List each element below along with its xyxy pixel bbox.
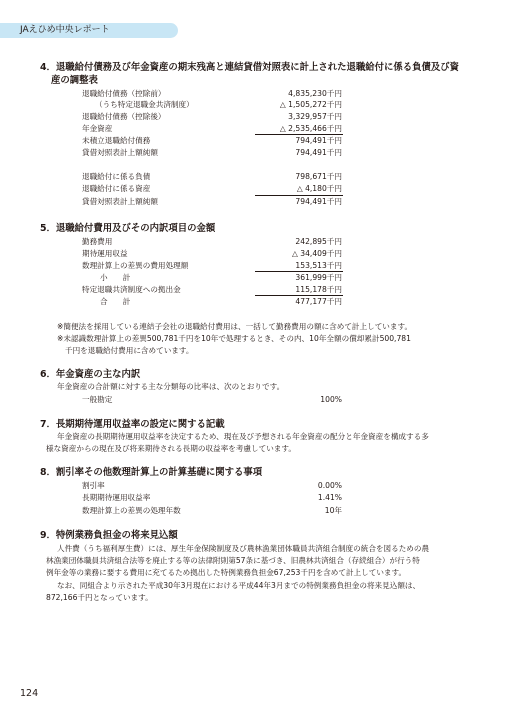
s5-row-label: 特定退職共済制度への拠出金 xyxy=(82,285,181,294)
s4-row-value: △ 2,535,466千円 xyxy=(279,124,342,133)
s5-row-value: △ 34,409千円 xyxy=(291,249,342,258)
s6-description: 年金資産の合計額に対する主な分類毎の比率は、次のとおりです。 xyxy=(57,382,285,391)
s6-row xyxy=(82,394,342,406)
s5-row-value: 153,513千円 xyxy=(295,261,342,270)
s4-row-label: 年金資産 xyxy=(82,124,113,133)
s8-row-value: 0.00% xyxy=(317,481,342,490)
s5-row-value: 361,999千円 xyxy=(295,273,342,282)
s4-row xyxy=(82,147,342,159)
s4-row xyxy=(82,135,342,147)
s4-row-value: 4,835,230千円 xyxy=(288,89,342,98)
s4-row-value: 3,329,957千円 xyxy=(288,112,342,121)
section-9-title: 9．特例業務負担金の将来見込額 xyxy=(40,530,178,541)
s5-row-value: 115,178千円 xyxy=(295,285,342,294)
s8-row-value: 1.41% xyxy=(317,493,342,502)
s8-row-label: 数理計算上の差異の処理年数 xyxy=(82,506,181,515)
header-title: JAえひめ中央レポート xyxy=(20,25,110,35)
s7-line-1: 年金資産の長期期待運用収益率を決定するため、現在及び予想される年金資産の配分と年金資産を構成する多 xyxy=(57,432,429,441)
s9-line: 人件費（うち福利厚生費）には、厚生年金保険制度及び農林漁業団体職員共済組合制度の統合を図るための農 xyxy=(57,544,430,553)
s4-row-label: 退職給付債務（控除後） xyxy=(82,112,166,121)
s5-row xyxy=(82,236,342,248)
s4-row-label: 退職給付に係る負債 xyxy=(82,172,151,181)
s5-subtotal-row xyxy=(100,272,342,284)
s4-row xyxy=(82,111,342,123)
page-number: 124 xyxy=(20,688,39,699)
s5-row xyxy=(82,248,342,260)
s5-note-2: ※未認識数理計算上の差異500,781千円を10年で処理するとき、その内、10年全額の償却累計500,781 xyxy=(57,334,411,343)
section-4-title: 4．退職給付債務及び年金資産の期末残高と連結貸借対照表に計上された退職給付に係る負債及び資 xyxy=(40,62,460,73)
s5-total-row xyxy=(100,296,342,308)
s5-note-1: ※簡便法を採用している連結子会社の退職給付費用は、一括して勤務費用の額に含めて計上しています。 xyxy=(57,322,413,331)
s5-note-2-cont: 千円を退職給付費用に含めています。 xyxy=(65,346,194,355)
s5-row-label: 期待運用収益 xyxy=(82,249,128,258)
s9-line: なお、同組合より示された平成30年3月現在における平成44年3月までの特例業務負担金の将来見込額は、 xyxy=(57,581,421,590)
s6-row-value: 100% xyxy=(320,395,342,404)
s9-line: 林漁業団体職員共済組合法等を廃止する等の法律附則第57条に基づき、旧農林共済組合（存続組合）が行う特 xyxy=(46,556,420,565)
section-8-title: 8．割引率その他数理計算上の計算基礎に関する事項 xyxy=(40,467,263,478)
s4-row xyxy=(82,171,342,183)
s9-line: 例年金等の業務に要する費用に充てるため拠出した特例業務負担金67,253千円を含めて計上しています。 xyxy=(46,568,407,577)
s8-row xyxy=(82,492,342,504)
section-4-title-cont: 産の調整表 xyxy=(51,75,98,86)
s5-row-value: 477,177千円 xyxy=(295,297,342,306)
s8-row-label: 割引率 xyxy=(82,481,105,490)
s5-row-label: 勤務費用 xyxy=(82,237,113,246)
s7-line-2: 様な資産からの現在及び将来期待される長期の収益率を考慮しています。 xyxy=(46,444,296,453)
s4-row-label: 退職給付債務（控除前） xyxy=(82,89,166,98)
s5-row-label: 小 計 xyxy=(100,273,131,282)
s5-row-label: 数理計算上の差異の費用処理額 xyxy=(82,261,189,270)
section-5-title: 5．退職給付費用及びその内訳項目の金額 xyxy=(40,223,216,234)
s4-row-value: 794,491千円 xyxy=(295,148,342,157)
s4-row-label: （うち特定退職金共済制度） xyxy=(95,100,194,109)
s4-row-label: 退職給付に係る資産 xyxy=(82,184,151,193)
s4-row xyxy=(82,196,342,208)
s4-row-label: 未積立退職給付債務 xyxy=(82,136,151,145)
s5-row-value: 242,895千円 xyxy=(295,237,342,246)
s4-row-value: △ 4,180千円 xyxy=(296,184,342,193)
s4-row xyxy=(82,183,342,195)
s4-row-value: 798,671千円 xyxy=(295,172,342,181)
section-6-title: 6．年金資産の主な内訳 xyxy=(40,369,141,380)
s8-row-value: 10年 xyxy=(324,506,342,515)
s8-row xyxy=(82,505,342,517)
s6-row-label: 一般勘定 xyxy=(82,395,113,404)
s5-row-label: 合 計 xyxy=(100,297,131,306)
s8-row-label: 長期期待運用収益率 xyxy=(82,493,151,502)
s4-row xyxy=(95,99,342,111)
s4-row-label: 貸借対照表計上額純額 xyxy=(82,197,158,206)
s9-line: 872,166千円となっています。 xyxy=(46,593,153,602)
s4-row-value: △ 1,505,272千円 xyxy=(279,100,342,109)
s4-row-value: 794,491千円 xyxy=(295,136,342,145)
s4-row-value: 794,491千円 xyxy=(295,197,342,206)
section-7-title: 7．長期期待運用収益率の設定に関する記載 xyxy=(40,419,225,430)
s8-row xyxy=(82,480,342,492)
s4-row-label: 貸借対照表計上額純額 xyxy=(82,148,158,157)
